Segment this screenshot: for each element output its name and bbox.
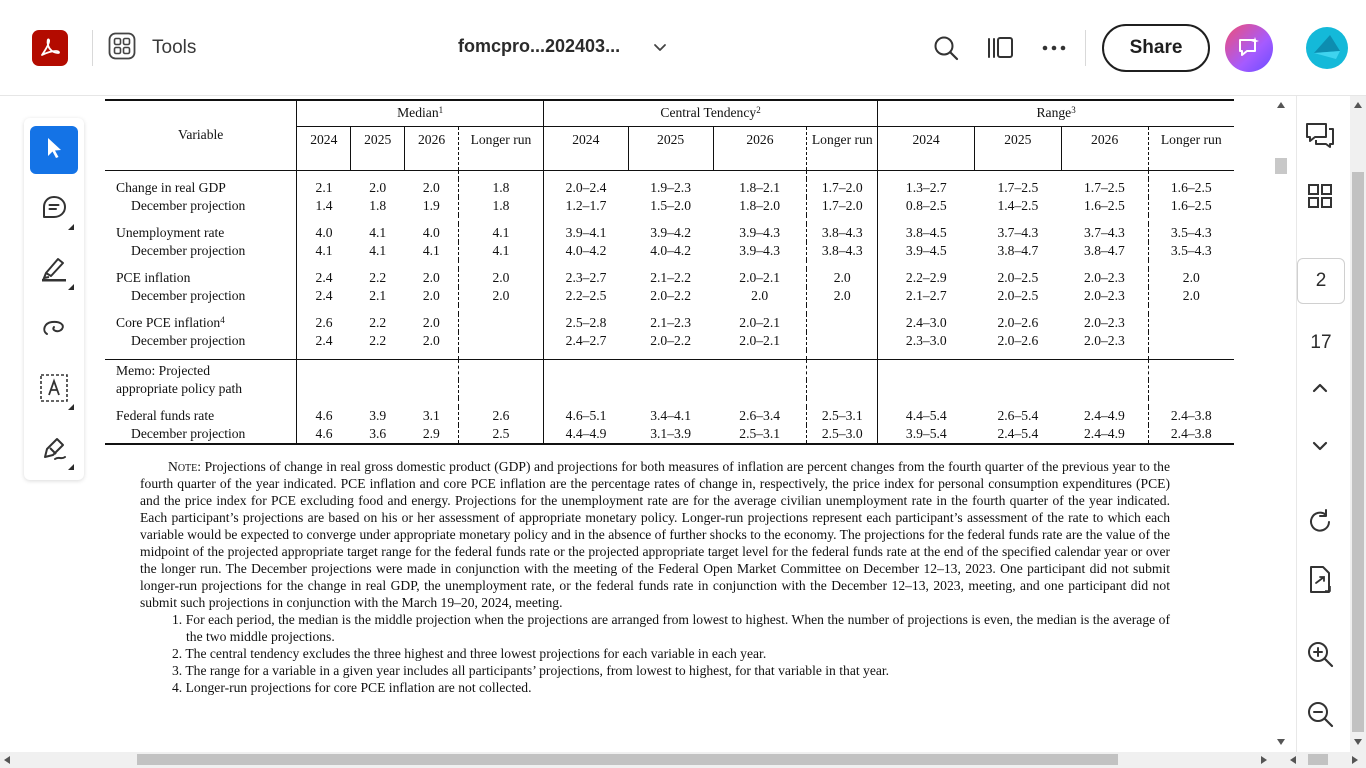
document-page[interactable]	[100, 96, 1272, 752]
table-row	[105, 332, 1234, 350]
document-scrollbar[interactable]	[1272, 96, 1292, 752]
table-cell: 3.9–4.3	[739, 225, 781, 240]
year-header: 2025	[351, 126, 405, 170]
comment-tool-button[interactable]	[30, 186, 78, 234]
table-row	[105, 287, 1234, 305]
table-cell: 2.5–3.1	[713, 425, 807, 444]
table-cell: 3.9–5.4	[878, 425, 975, 444]
year-header: Longer run	[459, 126, 544, 170]
table-cell: 0.8–2.5	[878, 197, 975, 215]
table-cell: 3.9–4.3	[739, 243, 781, 258]
text-tool-button[interactable]	[30, 366, 78, 414]
table-cell: 3.7–4.3	[1084, 225, 1125, 240]
table-cell: 2.1–2.3	[650, 315, 691, 330]
table-cell: 2.4–5.4	[974, 425, 1061, 444]
table-cell: 1.9	[422, 198, 440, 213]
year-header: Longer run	[807, 126, 878, 170]
refresh-icon[interactable]	[1302, 504, 1338, 540]
table-cell: 1.7–2.5	[1084, 180, 1125, 195]
total-pages: 17	[1310, 332, 1332, 353]
table-cell: 4.4–4.9	[543, 425, 628, 444]
table-cell: 2.2–2.9	[878, 269, 975, 287]
right-rail	[1296, 96, 1350, 752]
year-header: 2024	[543, 126, 628, 170]
pen-sign-icon	[40, 434, 68, 467]
table-cell: 2.0	[1148, 287, 1234, 305]
projections-table	[105, 99, 1234, 445]
export-page-icon[interactable]	[1302, 562, 1338, 598]
table-cell: 2.4	[297, 332, 351, 350]
row-label: Change in real GDP	[116, 180, 226, 195]
scroll-up-arrow-icon[interactable]	[1277, 102, 1285, 108]
table-cell: 2.4–2.7	[543, 332, 628, 350]
table-cell: 1.8	[459, 197, 544, 215]
highlight-tool-button[interactable]	[30, 246, 78, 294]
table-cell: 2.4–3.0	[878, 314, 975, 332]
table-cell: 2.0	[1148, 269, 1234, 287]
table-cell: 3.8–4.5	[878, 224, 975, 242]
scroll-left-arrow-icon[interactable]	[4, 756, 10, 764]
table-cell: 2.0–2.3	[1084, 270, 1125, 285]
user-avatar[interactable]	[1306, 27, 1348, 69]
year-header: 2024	[297, 126, 351, 170]
pages-panel-icon[interactable]	[982, 30, 1018, 66]
text-box-icon	[39, 373, 69, 408]
year-header: 2026	[1061, 126, 1148, 170]
table-cell: 1.8	[459, 179, 544, 197]
table-cell: 2.2	[369, 270, 387, 285]
scroll-down-arrow-icon[interactable]	[1277, 739, 1285, 745]
row-label: December projection	[131, 288, 246, 303]
table-row	[105, 179, 1234, 197]
table-cell: 4.0–4.2	[650, 243, 691, 258]
table-cell: 2.4	[297, 269, 351, 287]
select-tool-button[interactable]	[30, 126, 78, 174]
search-icon[interactable]	[928, 30, 964, 66]
table-cell: 1.5–2.0	[650, 198, 691, 213]
table-cell: 2.0–2.6	[997, 333, 1039, 348]
table-cell: 1.4–2.5	[997, 198, 1039, 213]
table-cell: 2.0–2.2	[650, 288, 691, 303]
table-cell: 1.8	[369, 198, 387, 213]
table-cell: 2.4–3.8	[1148, 407, 1234, 425]
row-label: Federal funds rate	[116, 407, 215, 423]
scroll-thumb[interactable]	[1275, 158, 1287, 174]
window-scrollbar-vertical[interactable]	[1350, 96, 1366, 752]
zoom-out-icon[interactable]	[1302, 696, 1338, 732]
highlighter-icon	[40, 254, 68, 287]
table-cell	[807, 314, 878, 332]
table-cell: 4.0–4.2	[543, 242, 628, 260]
table-cell: 2.4	[297, 287, 351, 305]
table-cell	[807, 332, 878, 350]
table-cell: 2.2	[369, 315, 387, 330]
table-cell: 1.3–2.7	[878, 179, 975, 197]
left-tool-rail	[24, 118, 84, 480]
tools-button[interactable]	[108, 30, 196, 66]
footnote-3: 3. The range for a variable in a given year includes all participants’ projections, from lowest to highest, for that variable in that year.	[172, 663, 890, 678]
row-label: PCE inflation	[116, 270, 191, 285]
table-cell: 4.6	[297, 407, 351, 425]
table-cell: 2.0	[369, 180, 387, 195]
table-cell: 2.0	[807, 287, 878, 305]
more-options-icon[interactable]	[1036, 30, 1072, 66]
table-cell: 3.8–4.7	[1084, 243, 1125, 258]
table-cell: 2.0	[807, 269, 878, 287]
table-cell: 3.9	[369, 407, 387, 423]
current-page-input[interactable]: 2	[1297, 258, 1345, 304]
chevron-down-icon[interactable]	[650, 38, 670, 58]
table-cell: 2.0	[422, 333, 440, 348]
table-cell: 2.0–2.3	[1084, 288, 1125, 303]
table-cell: 2.0	[459, 269, 544, 287]
window-scrollbar-horizontal[interactable]	[0, 752, 1366, 768]
table-cell: 2.6	[297, 314, 351, 332]
tools-label: Tools	[152, 37, 197, 58]
table-cell: 1.4	[297, 197, 351, 215]
table-cell: 2.0–2.3	[1084, 333, 1125, 348]
table-cell: 3.1–3.9	[628, 425, 713, 444]
table-row	[105, 224, 1234, 242]
table-cell: 2.0–2.6	[997, 315, 1039, 330]
scroll-right-arrow-icon[interactable]	[1352, 756, 1358, 764]
table-cell: 2.6	[459, 407, 544, 425]
row-label: December projection	[105, 425, 297, 444]
table-cell: 2.0–2.3	[1084, 315, 1125, 330]
table-cell: 3.8–4.7	[997, 243, 1039, 258]
year-header: 2025	[628, 126, 713, 170]
row-label: December projection	[131, 198, 246, 213]
table-cell: 3.7–4.3	[997, 225, 1039, 240]
table-cell: 4.1	[369, 225, 387, 240]
table-cell: 3.5–4.3	[1148, 224, 1234, 242]
table-cell: 2.6–5.4	[997, 407, 1039, 423]
table-cell: 3.8–4.3	[807, 224, 878, 242]
table-cell: 3.5–4.3	[1148, 242, 1234, 260]
table-cell: 4.6–5.1	[543, 407, 628, 425]
table-cell: 1.7–2.5	[997, 180, 1039, 195]
table-cell: 3.1	[422, 407, 440, 423]
table-cell: 2.5–3.0	[807, 425, 878, 444]
table-cell: 2.0	[459, 287, 544, 305]
table-cell	[1148, 314, 1234, 332]
zoom-in-icon[interactable]	[1302, 636, 1338, 672]
variable-header: Variable	[105, 100, 297, 170]
table-row	[105, 269, 1234, 287]
footnote-4: 4. Longer-run projections for core PCE inflation are not collected.	[172, 680, 532, 695]
draw-tool-button[interactable]	[30, 306, 78, 354]
table-cell: 1.8–2.1	[739, 180, 781, 195]
scroll-up-arrow-icon[interactable]	[1354, 102, 1362, 108]
page-down-icon[interactable]	[1302, 428, 1338, 464]
table-cell: 1.2–1.7	[543, 197, 628, 215]
comments-icon[interactable]	[1302, 118, 1338, 154]
table-cell: 2.1–2.2	[650, 270, 691, 285]
memo-label: Memo: Projected	[105, 359, 297, 380]
table-cell: 2.6–3.4	[739, 407, 781, 423]
freehand-draw-icon	[40, 314, 68, 347]
toolbar-divider	[1085, 30, 1086, 66]
table-cell: 2.2	[369, 333, 387, 348]
table-cell: 2.4–4.9	[1061, 425, 1148, 444]
table-cell: 2.5–2.8	[543, 314, 628, 332]
year-header: 2025	[974, 126, 1061, 170]
note-paragraph: Note: Projections of change in real gross domestic product (GDP) and projections for both measures of inflation are percent changes from the fourth quarter of the previous year to the fourth quarter of the year indicated. PCE inflation and core PCE inflation are the percentage rates of change in, respectively, the price index for personal consumption expenditures (PCE) and the price index for PCE excluding food and energy. Projections for the unemployment rate are for the average civilian unemployment rate in the fourth quarter of the year indicated. Each participant’s projections are based on his or her assessment of appropriate monetary policy. Longer-run projections represent each participant’s assessment of the rate to which each variable would be expected to converge under appropriate monetary policy and in the absence of further shocks to the economy. The projections for the federal funds rate are the value of the midpoint of the projected appropriate target range for the federal funds rate or the projected appropriate target level for the federal funds rate at the end of the specified calendar year or over the longer run. The December projections were made in conjunction with the meeting of the Federal Open Market Committee on December 12–13, 2023. One participant did not submit longer-run projections for the change in real GDP, the unemployment rate, or the federal funds rate in conjunction with the December 12–13, 2023, meeting, and one participant did not submit such projections in conjunction with the March 19–20, 2024, meeting.	[140, 459, 1170, 610]
table-cell: 2.3–3.0	[878, 332, 975, 350]
table-cell: 2.0–2.2	[650, 333, 691, 348]
memo-label: appropriate policy path	[116, 380, 243, 396]
year-header: 2026	[405, 126, 459, 170]
table-cell: 2.0–2.5	[997, 270, 1039, 285]
table-cell: 1.8–2.0	[739, 198, 781, 213]
tools-grid-icon	[108, 32, 136, 65]
table-cell: 4.1	[422, 243, 440, 258]
table-cell: 1.6–2.5	[1148, 179, 1234, 197]
year-header: 2026	[713, 126, 807, 170]
table-cell: 2.0	[422, 180, 440, 195]
table-cell: 1.6–2.5	[1148, 197, 1234, 215]
row-label: Core PCE inflation$^4$	[116, 315, 225, 330]
table-cell: 2.9	[405, 425, 459, 444]
table-cell: 3.9–4.5	[878, 242, 975, 260]
table-row	[105, 242, 1234, 260]
cursor-arrow-icon	[44, 136, 64, 165]
scroll-down-arrow-icon[interactable]	[1354, 739, 1362, 745]
table-cell: 3.8–4.3	[807, 242, 878, 260]
table-row	[105, 197, 1234, 215]
table-cell: 2.5	[459, 425, 544, 444]
table-row	[105, 314, 1234, 332]
sign-tool-button[interactable]	[30, 426, 78, 474]
table-cell: 3.4–4.1	[650, 407, 691, 423]
footnote-2: 2. The central tendency excludes the three highest and three lowest projections for each variable in each year.	[172, 646, 767, 661]
table-cell: 3.6	[351, 425, 405, 444]
share-button[interactable]: Share	[1102, 24, 1210, 72]
scroll-thumb[interactable]	[137, 754, 1118, 765]
table-cell: 2.0–2.4	[543, 179, 628, 197]
table-cell: 1.7–2.0	[807, 197, 878, 215]
table-cell: 4.6	[297, 425, 351, 444]
group-header-range: Range$^3$	[878, 100, 1234, 126]
acrobat-logo-icon[interactable]	[32, 30, 68, 66]
table-cell: 4.1	[297, 242, 351, 260]
table-cell: 2.1–2.7	[878, 287, 975, 305]
table-cell: 2.4–3.8	[1148, 425, 1234, 444]
table-cell	[459, 314, 544, 332]
scroll-right-arrow-icon[interactable]	[1261, 756, 1267, 764]
table-cell: 2.2–2.5	[543, 287, 628, 305]
toolbar-divider	[92, 30, 93, 66]
scroll-thumb[interactable]	[1352, 172, 1364, 732]
table-cell: 2.4–4.9	[1084, 407, 1125, 423]
row-label: Unemployment rate	[116, 225, 225, 240]
table-cell: 2.1	[369, 288, 387, 303]
table-cell: 2.0	[422, 288, 440, 303]
scroll-thumb[interactable]	[1308, 754, 1328, 765]
table-cell: 4.1	[459, 242, 544, 260]
table-cell: 1.9–2.3	[650, 180, 691, 195]
table-cell: 4.0	[297, 224, 351, 242]
table-notes	[140, 458, 1170, 696]
footnote-1: 1. For each period, the median is the middle projection when the projections are arranged from lowest to highest. When the number of projections is even, the median is the average of the two middle projections.	[172, 612, 1170, 644]
table-cell: 4.1	[459, 224, 544, 242]
row-label: December projection	[131, 243, 246, 258]
table-cell: 4.4–5.4	[878, 407, 975, 425]
table-row	[105, 407, 1234, 425]
table-cell	[459, 332, 544, 350]
document-title[interactable]: fomcpro...202403...	[458, 36, 621, 56]
table-cell: 2.0–2.1	[739, 270, 781, 285]
group-header-central-tendency: Central Tendency$^2$	[543, 100, 877, 126]
group-header-median: Median$^1$	[297, 100, 544, 126]
top-toolbar	[0, 0, 1366, 96]
scroll-left-arrow-icon[interactable]	[1290, 756, 1296, 764]
table-cell: 4.1	[369, 243, 387, 258]
table-cell: 2.3–2.7	[543, 269, 628, 287]
comment-icon	[40, 194, 68, 227]
ai-assistant-icon[interactable]	[1225, 24, 1273, 72]
table-cell: 1.7–2.0	[807, 179, 878, 197]
table-cell	[1148, 332, 1234, 350]
table-cell: 2.0	[422, 270, 440, 285]
page-up-icon[interactable]	[1302, 370, 1338, 406]
year-header: Longer run	[1148, 126, 1234, 170]
thumbnails-icon[interactable]	[1302, 178, 1338, 214]
row-label: December projection	[131, 333, 246, 348]
year-header: 2024	[878, 126, 975, 170]
table-cell: 4.0	[422, 225, 440, 240]
table-cell: 1.6–2.5	[1084, 198, 1125, 213]
table-cell: 2.0–2.1	[739, 315, 781, 330]
table-cell: 2.0–2.5	[997, 288, 1039, 303]
table-cell: 2.0–2.1	[739, 333, 781, 348]
table-cell: 2.0	[422, 315, 440, 330]
table-cell: 3.9–4.1	[543, 224, 628, 242]
table-cell: 2.1	[297, 179, 351, 197]
table-cell: 2.0	[751, 288, 769, 303]
table-row	[105, 425, 1234, 444]
table-cell: 2.5–3.1	[807, 407, 878, 425]
table-cell: 3.9–4.2	[650, 225, 691, 240]
